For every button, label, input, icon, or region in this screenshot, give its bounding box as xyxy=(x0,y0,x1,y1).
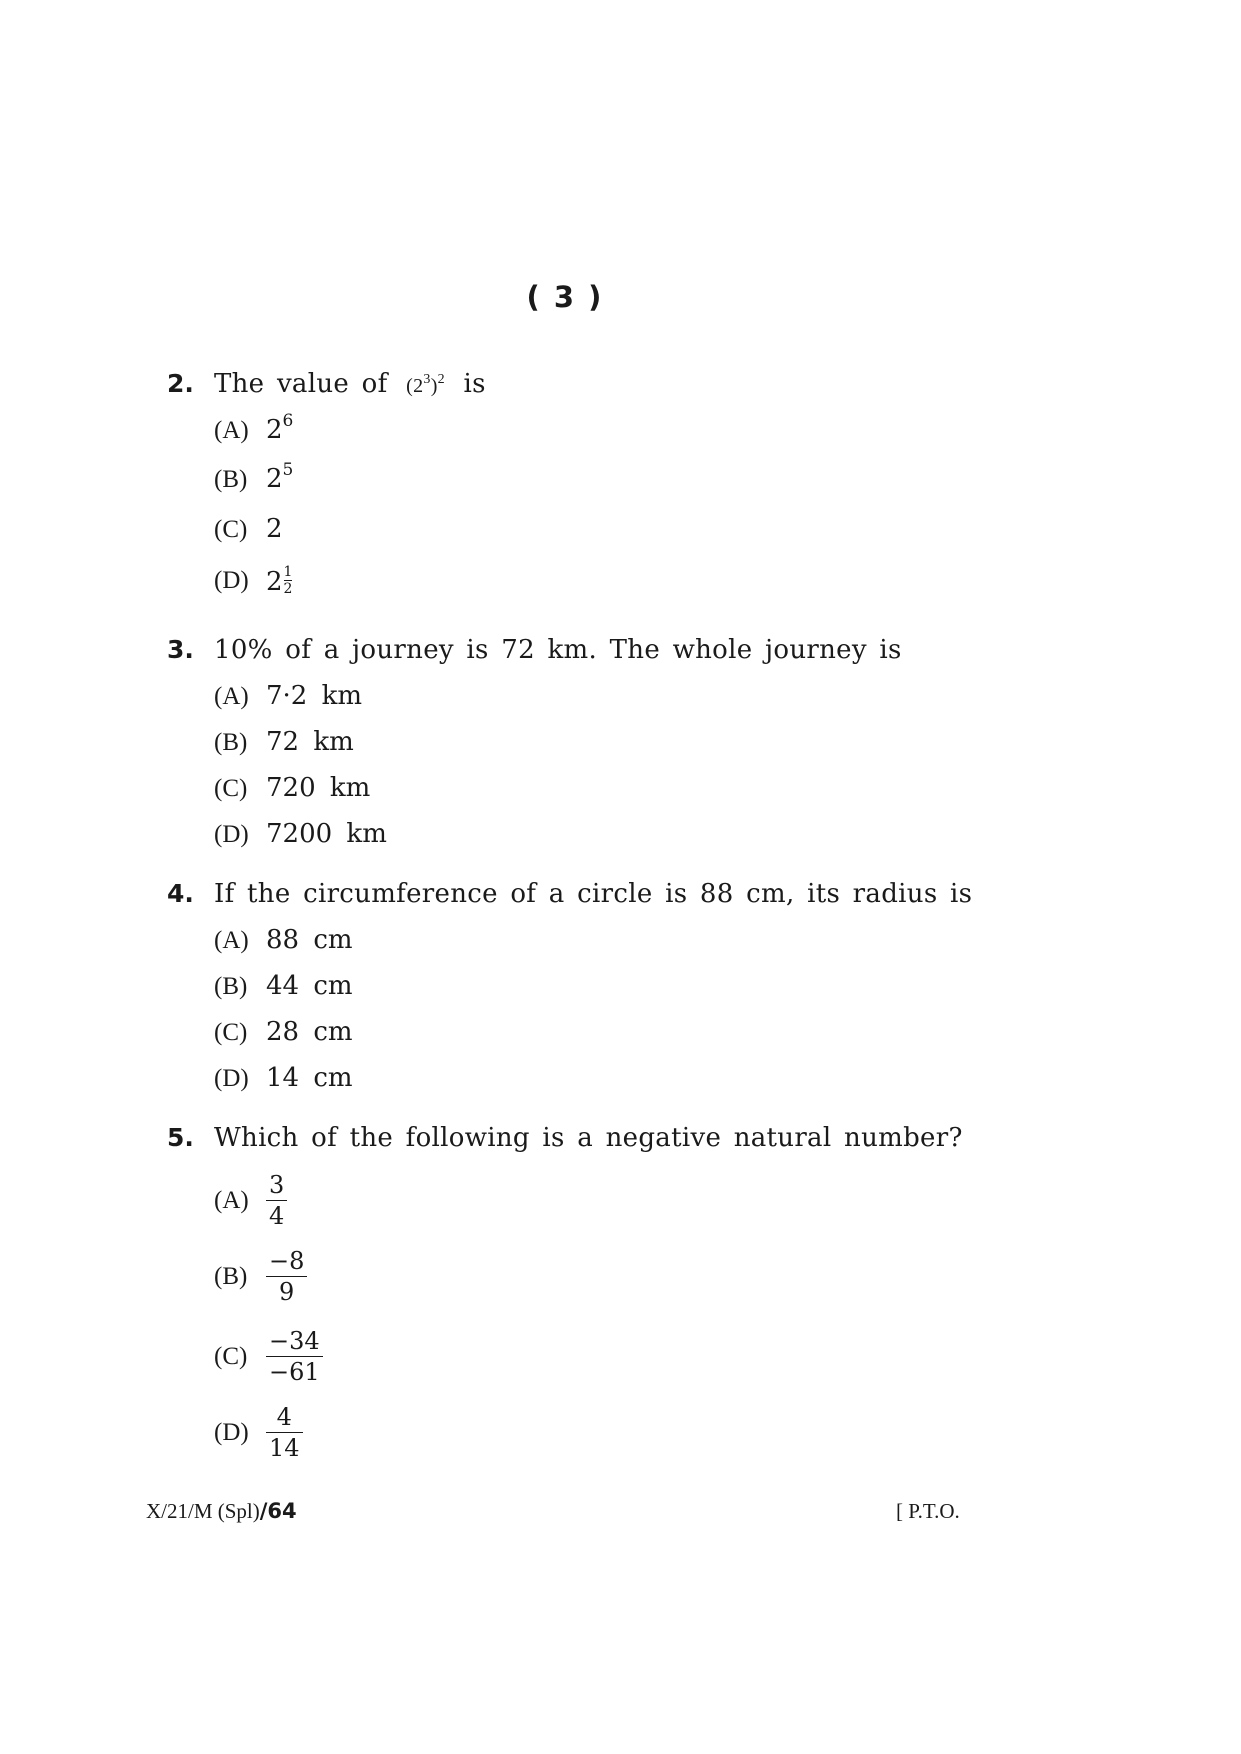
option-5d xyxy=(214,1405,303,1460)
question-2 xyxy=(167,371,486,397)
option-label: (C) xyxy=(214,774,248,802)
option-label: (D) xyxy=(214,1064,249,1092)
option-label: (C) xyxy=(214,1018,248,1046)
question-number: 4. xyxy=(167,879,194,908)
option-5c xyxy=(214,1329,323,1384)
option-5b xyxy=(214,1249,307,1304)
option-2b xyxy=(214,460,294,494)
option-text: 28 cm xyxy=(266,1017,353,1047)
option-label: (A) xyxy=(214,926,249,954)
question-5 xyxy=(167,1125,963,1151)
option-label: (D) xyxy=(214,820,249,848)
option-label: (A) xyxy=(214,1187,249,1214)
option-label: (B) xyxy=(214,972,248,1000)
option-text: 2 $\frac{1}{2}$ xyxy=(266,564,293,597)
question-3 xyxy=(167,637,902,663)
option-text: 14 cm xyxy=(266,1063,353,1093)
option-text: 88 cm xyxy=(266,925,353,955)
option-3d xyxy=(214,821,387,847)
option-5a xyxy=(214,1173,287,1228)
option-3b xyxy=(214,729,354,755)
question-text: If the circumference of a circle is 88 cm, its radius is xyxy=(214,879,973,909)
question-4 xyxy=(167,881,972,907)
fraction: $\frac{4}{14}$ xyxy=(266,1405,303,1460)
question-number: 5. xyxy=(167,1123,194,1152)
fraction: $\frac{3}{4}$ xyxy=(266,1173,287,1228)
option-label: (B) xyxy=(214,1263,248,1290)
page-number: ( 3 ) xyxy=(526,280,604,314)
option-text: 44 cm xyxy=(266,971,353,1001)
question-text: Which of the following is a negative natural number? xyxy=(214,1123,963,1153)
option-label: (C) xyxy=(214,1343,248,1370)
option-label: (B) xyxy=(214,465,248,493)
option-3c xyxy=(214,775,370,801)
question-text: The value of $(2^3)^2$ is xyxy=(214,369,486,399)
option-label: (A) xyxy=(214,682,249,710)
fraction: $\frac{-34}{-61}$ xyxy=(266,1329,323,1384)
option-4d xyxy=(214,1065,353,1091)
option-2d xyxy=(214,565,292,596)
fraction: $\frac{-8}{9}$ xyxy=(266,1249,307,1304)
paper-code: X/21/M (Spl)/64 xyxy=(146,1499,297,1523)
question-number: 3. xyxy=(167,635,194,664)
option-text: 7200 km xyxy=(266,819,387,849)
fraction-exponent: $\frac{1}{2}$ xyxy=(283,564,293,597)
option-text: 2 xyxy=(266,514,283,544)
option-4b xyxy=(214,973,353,999)
option-label: (D) xyxy=(214,1419,249,1446)
question-number: 2. xyxy=(167,369,194,398)
pto-label: [ P.T.O. xyxy=(896,1499,960,1523)
option-2a xyxy=(214,411,294,445)
power-expression: $(2^3)^2$ xyxy=(406,372,445,397)
option-text: $2^5$ xyxy=(266,460,294,494)
option-4a xyxy=(214,927,353,953)
option-text: 72 km xyxy=(266,727,354,757)
option-text: 720 km xyxy=(266,773,371,803)
option-label: (C) xyxy=(214,515,248,543)
option-label: (A) xyxy=(214,416,249,444)
option-text: 7·2 km xyxy=(266,681,363,711)
option-3a xyxy=(214,683,362,709)
option-4c xyxy=(214,1019,353,1045)
option-label: (D) xyxy=(214,567,249,594)
option-label: (B) xyxy=(214,728,248,756)
question-text: 10% of a journey is 72 km. The whole journey is xyxy=(214,635,902,665)
option-text: $2^6$ xyxy=(266,411,294,445)
option-2c xyxy=(214,516,283,542)
